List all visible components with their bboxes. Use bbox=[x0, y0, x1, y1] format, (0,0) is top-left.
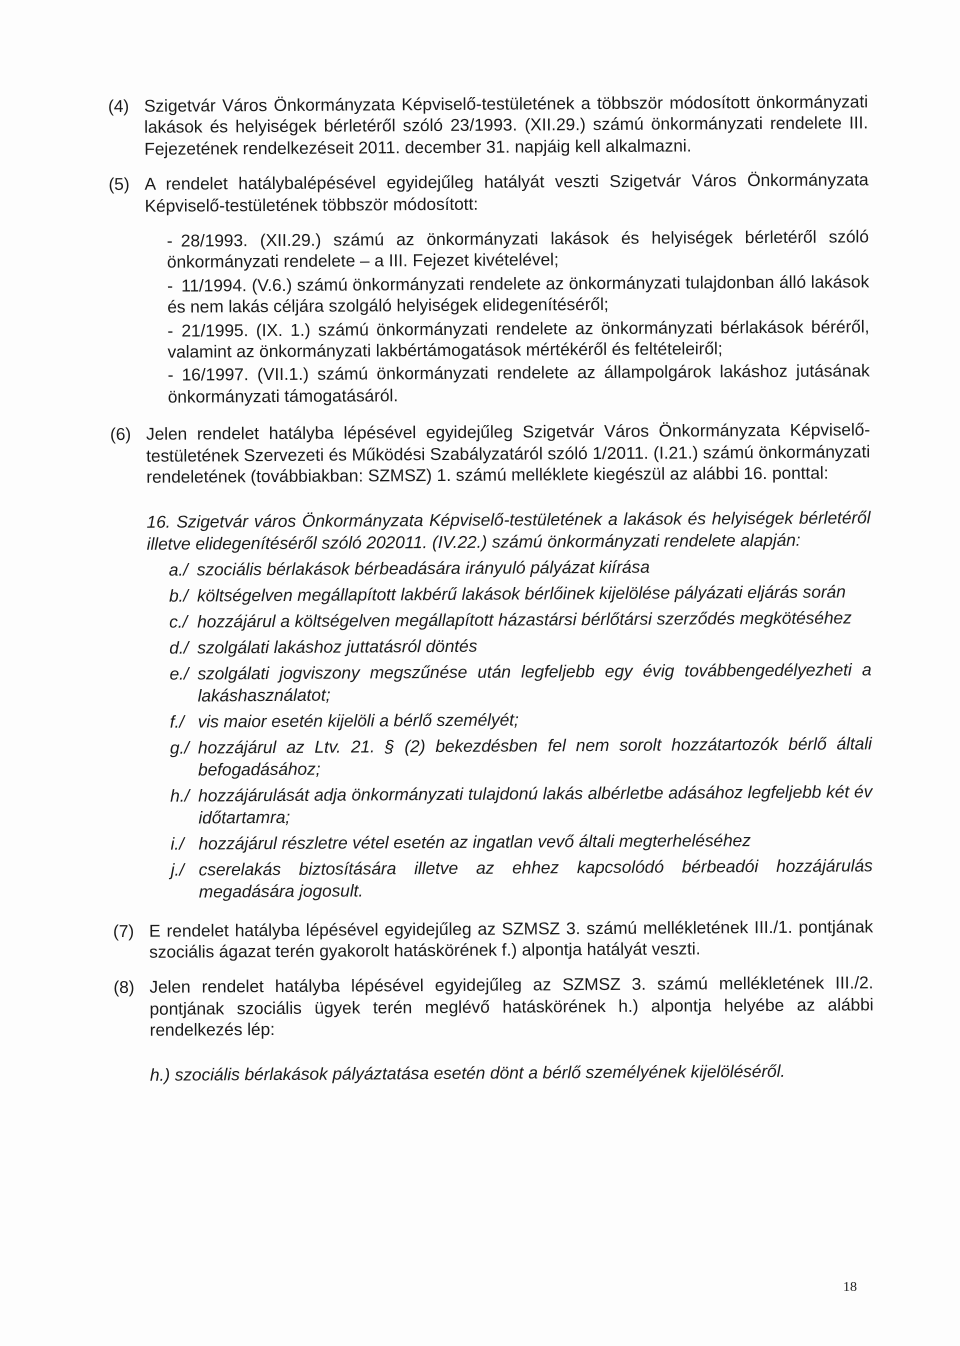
list-label: j./ bbox=[170, 859, 185, 880]
list-item bbox=[170, 828, 872, 854]
list-item-text: szociális bérlakások bérbeadására irányuló pályázat kiírása bbox=[196, 556, 650, 579]
list-item-text: szolgálati jogviszony megszűnése után legfeljebb egy évig továbbengedélyezheti a lakáshasználatot; bbox=[197, 658, 872, 705]
list-item-text: 21/1995. (IX. 1.) számú önkormányzati rendelete az önkormányzati bérlakások béréről, valamint az önkormányzati lakbértámogatások mértékéről és feltételeiről; bbox=[167, 316, 870, 362]
paragraph-number: (4) bbox=[108, 95, 130, 116]
list-item bbox=[167, 226, 869, 273]
list-label: c./ bbox=[169, 611, 188, 632]
list-label: h./ bbox=[170, 785, 190, 806]
list-label: a./ bbox=[168, 559, 189, 580]
paragraph-text: A rendelet hatálybalépésével egyidejűleg hatályát veszti Szigetvár Város Önkormányzata Képviselő-testületének többször módosított: bbox=[144, 169, 869, 216]
page-number: 18 bbox=[843, 1280, 857, 1295]
paragraph-number: (6) bbox=[110, 424, 132, 445]
list-item-text: cserelakás biztosítására illetve az ehhez kapcsolódó bérbeadói hozzájárulás megadására jogosult. bbox=[198, 854, 873, 901]
list-item-text: hozzájárul a költségelven megállapított házastársi bérlőtársi szerződés megkötéséhez bbox=[197, 606, 852, 631]
list-item-text: szolgálati lakáshoz juttatásról döntés bbox=[197, 635, 478, 657]
list-label: d./ bbox=[169, 637, 189, 658]
paragraph-text: Jelen rendelet hatályba lépésével egyidejűleg Szigetvár Város Önkormányzata Képviselő-testületének Szervezeti és Működési Szabályzatáról szóló 1/2011. (I.21.) számú önkormányzati rendeletének (továbbiakban: SZMSZ) 1. számú melléklete kiegészül az alábbi 16. ponttal: bbox=[146, 419, 871, 487]
list-item bbox=[169, 632, 871, 658]
list-item-text: 11/1994. (V.6.) számú önkormányzati rendelete az önkormányzati tulajdonban álló lakások és nem lakás céljára szolgáló helyiségek elidegenítéséről; bbox=[167, 271, 870, 317]
list-item-text: vis maior esetén kijelöli a bérlő személyét; bbox=[197, 709, 519, 731]
list-item bbox=[167, 271, 869, 318]
repealed-list bbox=[109, 226, 870, 408]
list-item bbox=[170, 706, 872, 732]
authority-list bbox=[111, 554, 873, 903]
list-item bbox=[169, 580, 871, 606]
paragraph-text: Szigetvár Város Önkormányzata Képviselő-testületének a többször módosított önkormányzati lakások és helyiségek bérletéről szóló 23/1993. (XII.29.) számú önkormányzati rendelete III. Fejezetének rendelkezéseit 2011. december 31. napjáig kell alkalmazni. bbox=[143, 91, 869, 159]
paragraph-number: (8) bbox=[113, 977, 135, 998]
list-item bbox=[171, 854, 873, 902]
paragraph-5 bbox=[108, 170, 868, 217]
list-item-text: hozzájárul részletre vétel esetén az ingatlan vevő általi megterheléséhez bbox=[198, 829, 751, 853]
list-item-text: költségelven megállapított lakbérű lakások bérlőinek kijelölése pályázati eljárás során bbox=[196, 581, 846, 605]
list-item-text: 16/1997. (VII.1.) számú önkormányzati rendelete az állampolgárok lakáshoz jutásának önkormányzati támogatásáról. bbox=[167, 360, 870, 407]
list-label: e./ bbox=[169, 663, 189, 684]
list-label: f./ bbox=[169, 711, 185, 732]
list-item bbox=[170, 732, 872, 780]
list-item-text: 28/1993. (XII.29.) számú az önkormányzati lakások és helyiségek bérletéről szóló önkormányzati rendelete – a III. Fejezet kivételével; bbox=[166, 226, 869, 273]
italic-heading: 16. Szigetvár város Önkormányzata Képviselő-testületének a lakások és helyiségek bérletéről illetve elidegenítéséről szóló 202011. (IV.22.) számú önkormányzati rendelete alapján: bbox=[146, 506, 871, 554]
document-body bbox=[108, 91, 874, 1085]
dash-marker: - bbox=[167, 320, 174, 341]
list-label: b./ bbox=[168, 585, 189, 606]
list-item bbox=[169, 554, 871, 580]
list-item bbox=[169, 658, 871, 706]
paragraph-text: E rendelet hatályba lépésével egyidejűleg az SZMSZ 3. számú mellékletének III./1. pontjának szociális ágazat terén gyakorolt hatáskörének f.) alpontja hatályát veszti. bbox=[149, 915, 874, 962]
list-item bbox=[168, 361, 870, 408]
list-item-text: hozzájárulását adja önkormányzati tulajdonú lakás albérletbe adásához legfeljebb két év időtartamra; bbox=[198, 780, 873, 827]
paragraph-text: Jelen rendelet hatályba lépésével egyidejűleg az SZMSZ 3. számú mellékletének III./2. pontjának szociális ügyek terén meglévő hatáskörének h.) alpontja helyébe az alábbi rendelkezés lép: bbox=[149, 972, 874, 1040]
dash-marker: - bbox=[167, 365, 174, 386]
list-item bbox=[167, 316, 869, 363]
dash-marker: - bbox=[167, 275, 173, 296]
paragraph-number: (5) bbox=[108, 174, 130, 195]
list-item bbox=[170, 780, 872, 828]
paragraph-7 bbox=[113, 916, 873, 963]
list-item-text: hozzájárul az Ltv. 21. § (2) bekezdésben fel nem sorolt hozzátartozók bérlő általi befogadásához; bbox=[197, 732, 873, 779]
dash-marker: - bbox=[166, 230, 173, 251]
italic-provision: h.) szociális bérlakások pályáztatása esetén dönt a bérlő személyének kijelöléséről. bbox=[149, 1060, 786, 1085]
paragraph-number: (7) bbox=[113, 920, 135, 941]
list-item bbox=[169, 606, 871, 632]
paragraph-4 bbox=[108, 91, 868, 160]
list-label: g./ bbox=[169, 737, 190, 758]
paragraph-6 bbox=[110, 420, 870, 489]
paragraph-8 bbox=[113, 973, 873, 1042]
list-label: i./ bbox=[170, 833, 185, 854]
